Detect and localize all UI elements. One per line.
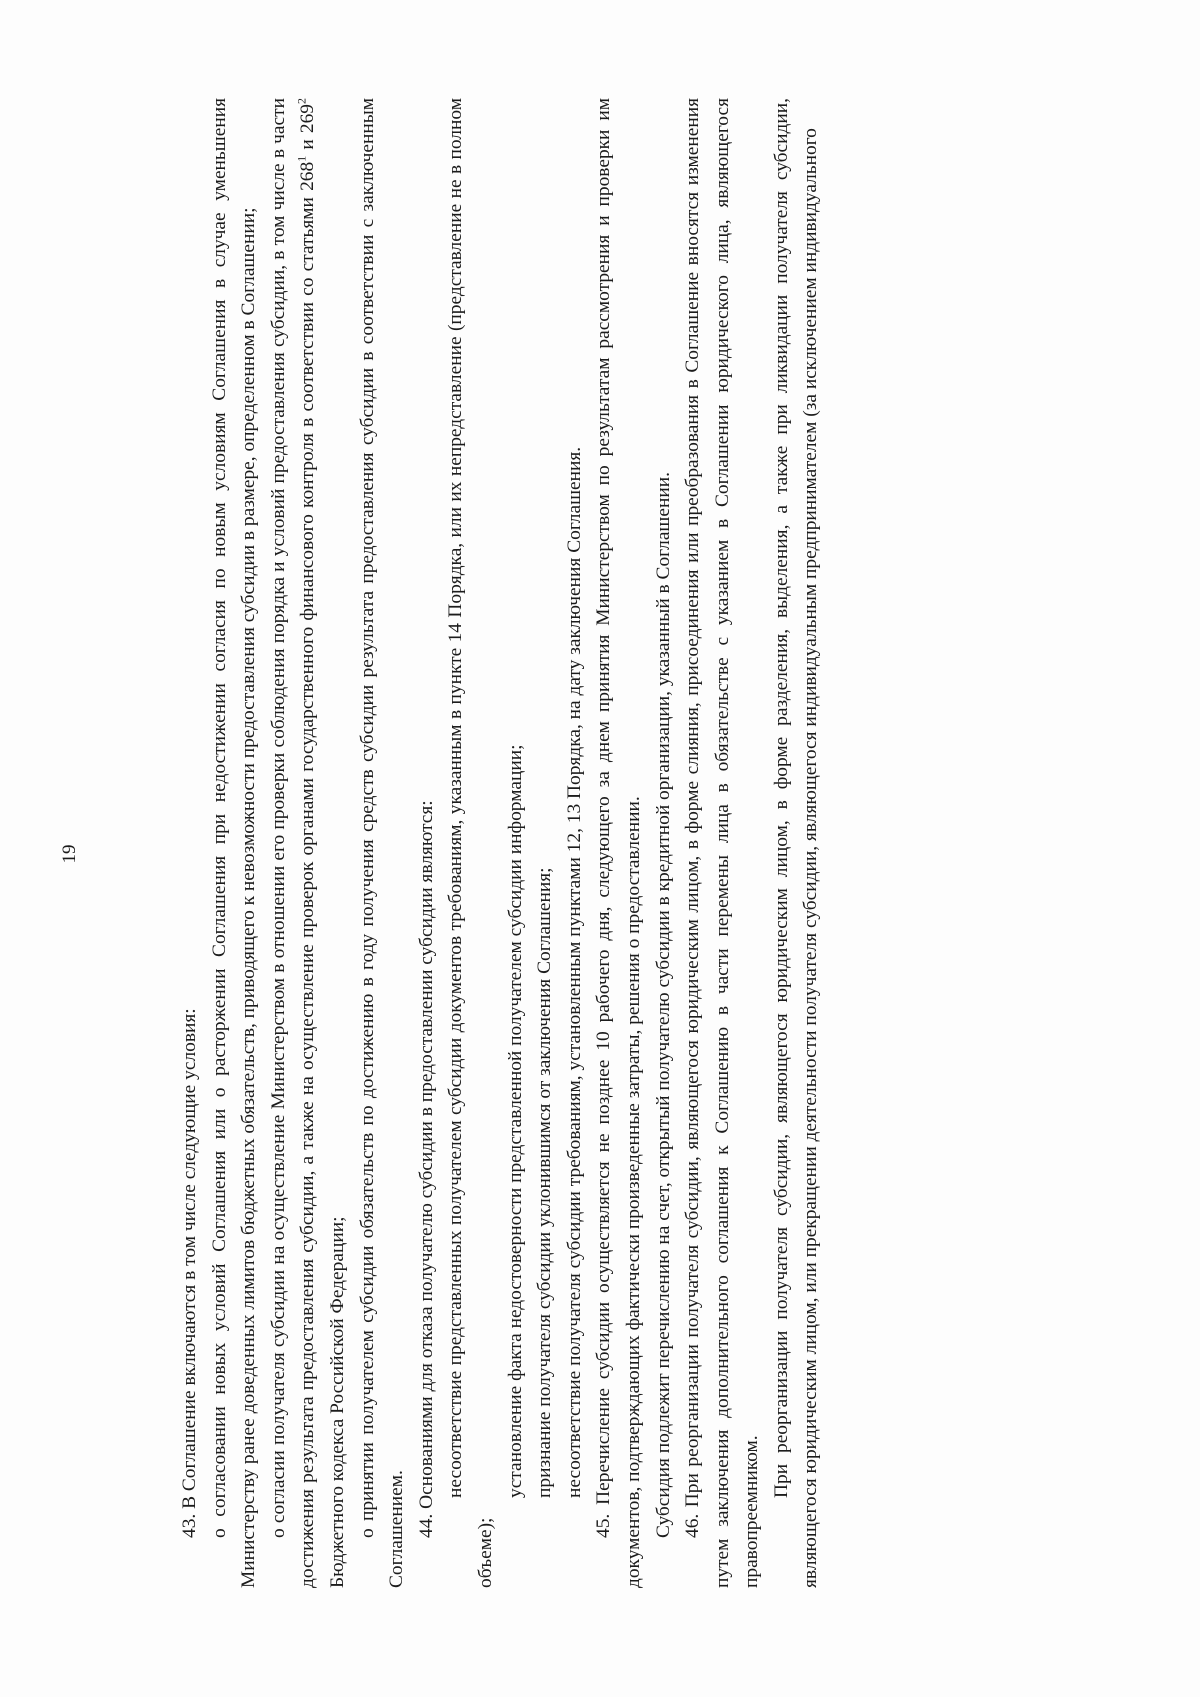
paragraph-45-account: Субсидия подлежит перечислению на счет, открытый получателю субсидии в кредитной организации, указанный в Соглашении. [652,472,674,1538]
paragraph-44-ground-false-info: установление факта недостоверности представленной получателем субсидии информации; [504,744,526,1498]
paragraph-44-ground-evasion: признание получателя субсидии уклонившимся от заключения Соглашения; [534,867,556,1498]
paragraph-43-condition-result: о принятии получателем субсидии обязательств по достижению в году получения средств субсидии результата предоставления субсидии в соответствии с заключенным Соглашением. [356,98,408,1588]
paragraph-43-condition-limits: о согласовании новых условий Соглашения или о расторжении Соглашения при недостижении согласия по новым условиям Соглашения в случае уменьшения Министерству ранее доведенных лимитов бюджетных обязательств, приводящего к невозможности предоставления субсидии в размере, определенном в Соглашении; [208,98,260,1588]
paragraph-43-audit-text-3: Бюджетного кодекса Российской Федерации; [326,1216,348,1588]
paragraph-46-division: При реорганизации получателя субсидии, являющегося юридическим лицом, в форме разделения, выделения, а также при ликвидации получателя субсидии, являющегося юридическим лицом, или прекращении деятельности получателя субсидии, являющегося индивидуальным предпринимателем (за исключением индивидуального [770,98,822,1588]
paragraph-43-audit-text-1: о согласии получателя субсидии на осуществление Министерством в отношении его проверки соблюдения порядка и условий предоставления субсидии, в том числе в части достижения результата предоставления субсидии, а также на осуществление проверок органами государственного финансового контроля в соответствии со статьями 268 [267,98,319,1588]
paragraph-43-condition-audit [264,98,353,1588]
document-body [175,98,822,1588]
paragraph-43-heading: 43. В Соглашение включаются в том числе следующие условия: [179,1008,200,1538]
paragraph-44-ground-documents: несоответствие представленных получателем субсидии документов требованиям, указанным в пункте 14 Порядка, или их непредставление (представление не в полном объеме); [445,98,496,1588]
superscript-2: 2 [294,98,309,104]
paragraph-44-ground-requirements: несоответствие получателя субсидии требованиям, установленным пунктами 12, 13 Порядка, на дату заключения Соглашения. [563,446,585,1498]
paragraph-45-transfer: 45. Перечисление субсидии осуществляется не позднее 10 рабочего дня, следующего за днем принятия Министерством по результатам рассмотрения и проверки им документов, подтверждающих фактически произведенные затраты, решения о предоставлении. [593,98,644,1588]
page-number: 19 [59,844,80,864]
superscript-1: 1 [294,155,309,162]
paragraph-43-audit-text-2: и 269 [297,104,319,156]
paragraph-44-heading: 44. Основаниями для отказа получателю субсидии в предоставлении субсидии являются: [415,800,437,1538]
paragraph-46-merger: 46. При реорганизации получателя субсидии, являющегося юридическим лицом, в форме слияния, присоединения или преобразования в Соглашение вносятся изменения путем заключения дополнительного соглашения к Соглашению в части перемены лица в обязательстве с указанием в Соглашении юридического лица, являющегося правопреемником. [682,98,763,1588]
